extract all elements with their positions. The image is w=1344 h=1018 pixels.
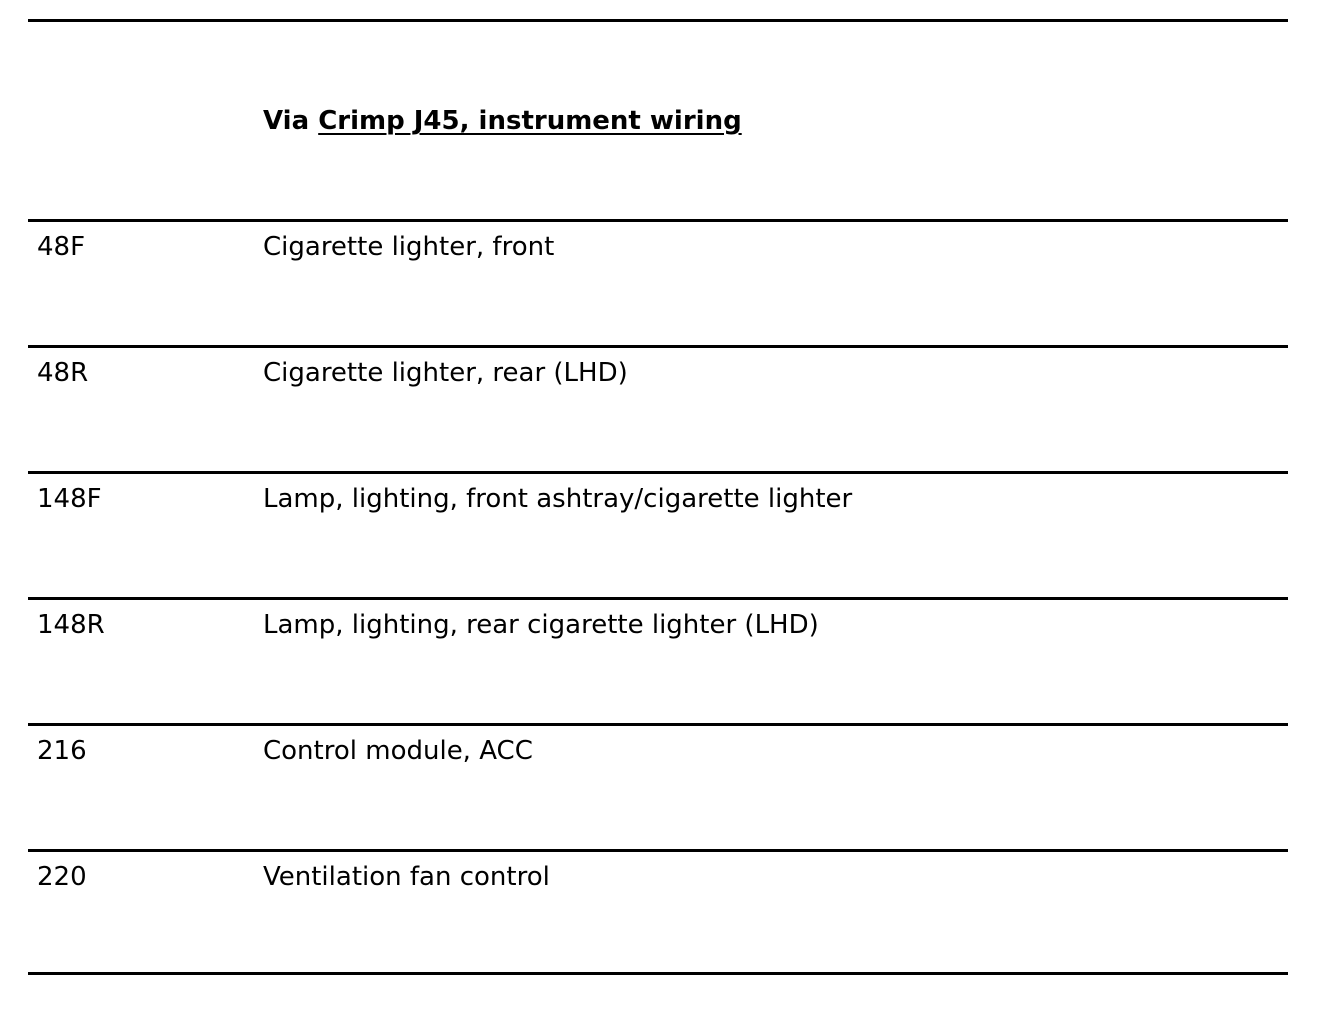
row-code: 220 xyxy=(37,862,87,892)
header-prefix: Via xyxy=(263,106,310,136)
row-description: Cigarette lighter, front xyxy=(263,232,555,262)
row-description: Lamp, lighting, front ashtray/cigarette lighter xyxy=(263,484,853,514)
row-code: 48R xyxy=(37,358,89,388)
table-header-row xyxy=(28,19,1288,219)
row-code: 216 xyxy=(37,736,87,766)
row-description: Ventilation fan control xyxy=(263,862,550,892)
table-row xyxy=(28,471,1288,597)
table-row xyxy=(28,597,1288,723)
table-row xyxy=(28,345,1288,471)
row-code: 148F xyxy=(37,484,102,514)
row-code: 48F xyxy=(37,232,86,262)
header-title xyxy=(263,106,742,136)
table-row xyxy=(28,849,1288,975)
crimp-link[interactable]: Crimp J45, instrument wiring xyxy=(318,106,742,136)
table-row xyxy=(28,723,1288,849)
row-description: Control module, ACC xyxy=(263,736,533,766)
row-description: Lamp, lighting, rear cigarette lighter (LHD) xyxy=(263,610,819,640)
row-description: Cigarette lighter, rear (LHD) xyxy=(263,358,628,388)
row-code: 148R xyxy=(37,610,105,640)
table-row xyxy=(28,219,1288,345)
connection-table xyxy=(28,19,1288,975)
